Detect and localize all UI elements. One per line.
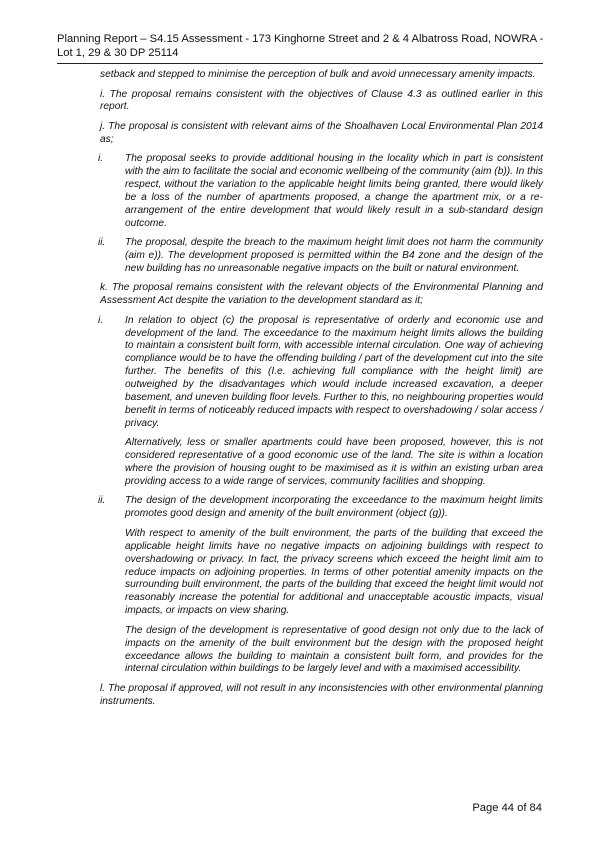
page-header xyxy=(57,33,547,60)
report-body xyxy=(100,69,543,715)
list-item-paragraph: The proposal, despite the breach to the maximum height limit does not harm the community (aim e)). The development proposed is permitted within the B4 zone and the design of the new building has no unreasonable negative impacts on the built or natural environment. xyxy=(125,237,543,274)
list-item xyxy=(100,315,543,489)
header-line-2: Lot 1, 29 & 30 DP 25114 xyxy=(57,46,179,59)
list-item-paragraph: Alternatively, less or smaller apartments could have been proposed, however, this is not considered representative of a good economic use of the land. The site is within a location where the provision of housing ought to be maximised as it is within an existing urban area providing access to a wide range of services, community facilities and shopping. xyxy=(125,437,543,488)
list-item-number: ii. xyxy=(98,495,106,507)
list-item-paragraph: The proposal seeks to provide additional housing in the locality which in part is consistent with the aim to facilitate the social and economic wellbeing of the community (aim (b)). In this respect, without the variation to the applicable height limits being granted, there would likely be a loss of the number of apartments proposed, a change the apartment mix, or a re-arrangement of the entire development that would likely result in a sub-standard design outcome. xyxy=(125,153,543,229)
paragraph-setback: setback and stepped to minimise the perception of bulk and avoid unnecessary amenity impacts. xyxy=(100,69,536,80)
list-item xyxy=(100,153,543,230)
list-item-paragraph: The design of the development is representative of good design not only due to the lack of impacts on the amenity of the built environment but the design with the proposed height exceedance allows the building to maintain a consistent built form, and provides for the internal circulation within buildings to be largely level and with a maximised accessibility. xyxy=(125,624,543,675)
paragraph-i: i. The proposal remains consistent with the objectives of Clause 4.3 as outlined earlier in this report. xyxy=(100,88,543,113)
paragraph-j: j. The proposal is consistent with relevant aims of the Shoalhaven Local Environmental Plan 2014 as; xyxy=(100,120,543,145)
page-number: Page 44 of 84 xyxy=(472,802,542,814)
paragraph-k: k. The proposal remains consistent with the relevant objects of the Environmental Planning and Assessment Act despite the variation to the development standard as it; xyxy=(100,282,543,307)
header-divider xyxy=(57,63,543,64)
paragraph-l: l. The proposal if approved, will not result in any inconsistencies with other environmental planning instruments. xyxy=(100,682,543,707)
list-item-number: i. xyxy=(98,314,104,326)
list-item xyxy=(100,237,543,276)
list-item-paragraph: With respect to amenity of the built environment, the parts of the building that exceed the applicable height limits have no negative impacts on adjoining buildings with respect to overshadowing or privacy. In fact, the privacy screens which exceed the height limit aim to reduce impacts on adjoining properties. In terms of other potential amenity impacts on the surrounding built environment, the parts of the building that exceed the height limit would not reasonably increase the potential for additional and unacceptable acoustic impacts, visual impacts, or impacts on view sharing. xyxy=(125,527,543,617)
header-line-1: Planning Report – S4.15 Assessment - 173 Kinghorne Street and 2 & 4 Albatross Road, NOWRA - xyxy=(57,33,544,45)
list-item-paragraph: The design of the development incorporating the exceedance to the maximum height limits promotes good design and amenity of the built environment (object (g)). xyxy=(125,495,543,520)
j-list xyxy=(100,153,543,276)
list-item-paragraph: In relation to object (c) the proposal is representative of orderly and economic use and development of the land. The exceedance to the maximum height limits allows the building to maintain a consistent built form, with accessible internal circulation. One way of achieving compliance would be to have the offending building / part of the development cut into the site further. The benefits of this (I.e. achieving full compliance with the height limit) are outweighed by the disadvantages which would include increased excavation, a deeper basement, and uneven building floor levels. Further to this, no neighbouring properties would benefit in terms of noticeably reduced impacts with respect to overshadowing / solar access / privacy. xyxy=(125,314,543,429)
list-item-number: ii. xyxy=(98,237,106,249)
list-item xyxy=(100,495,543,676)
list-item-number: i. xyxy=(98,153,104,165)
k-list xyxy=(100,315,543,677)
